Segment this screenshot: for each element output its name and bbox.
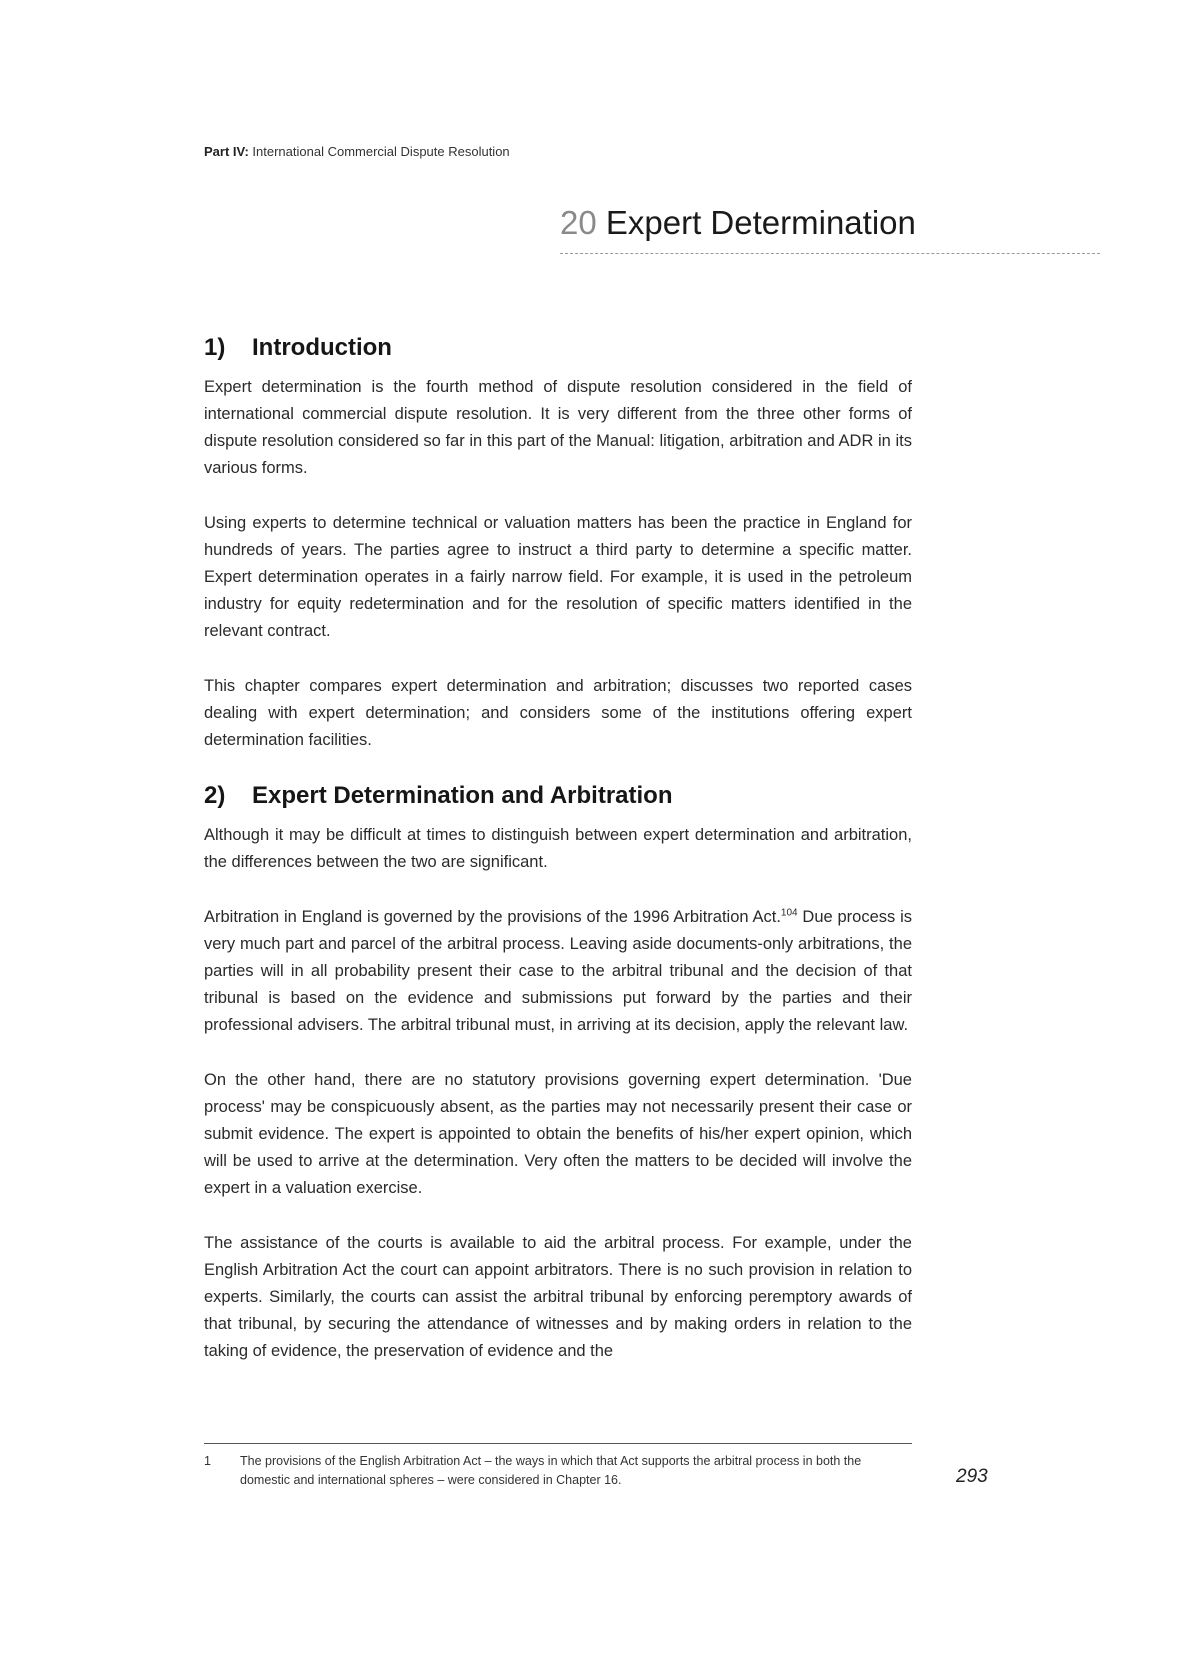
section-number: 1) [204,334,226,361]
paragraph-text: Arbitration in England is governed by the provisions of the 1996 Arbitration Act. [204,908,781,926]
paragraph-with-footnote [204,904,912,1039]
section-number: 2) [204,782,226,809]
footnote-text: The provisions of the English Arbitration Act – the ways in which that Act supports the arbitral process in both the domestic and international spheres – were considered in Chapter 16. [240,1454,862,1487]
footnote-rule [204,1443,912,1444]
section-heading-introduction [204,334,912,362]
footnote [204,1452,912,1490]
running-head-title: International Commercial Dispute Resolution [252,144,510,159]
section-title: Introduction [252,334,392,361]
running-head-part: Part IV: [204,144,249,159]
paragraph: On the other hand, there are no statutory provisions governing expert determination. 'Due process' may be conspicuously absent, as the parties may not necessarily present their case or submit evidence. The expert is appointed to obtain the benefits of his/her expert opinion, which will be used to arrive at the determination. Very often the matters to be decided will involve the expert in a valuation exercise. [204,1071,912,1197]
chapter-title [560,204,916,242]
section-title: Expert Determination and Arbitration [252,782,673,809]
paragraph: Using experts to determine technical or valuation matters has been the practice in England for hundreds of years. The parties agree to instruct a third party to determine a specific matter. Expert determination operates in a fairly narrow field. For example, it is used in the petroleum industry for equity redetermination and for the resolution of specific matters identified in the relevant contract. [204,514,912,640]
footnote-number: 1 [204,1454,211,1468]
paragraph: This chapter compares expert determination and arbitration; discusses two reported cases dealing with expert determination; and considers some of the institutions offering expert determination facilities. [204,677,912,749]
paragraph-text: Due process is very much part and parcel of the arbitral process. Leaving aside documents-only arbitrations, the parties will in all probability present their case to the arbitral tribunal and the decision of that tribunal is based on the evidence and submissions put forward by the parties and their professional advisers. The arbitral tribunal must, in arriving at its decision, apply the relevant law. [204,908,912,1034]
paragraph: The assistance of the courts is available to aid the arbitral process. For example, under the English Arbitration Act the court can appoint arbitrators. There is no such provision in relation to experts. Similarly, the courts can assist the arbitral tribunal by enforcing peremptory awards of that tribunal, by securing the attendance of witnesses and by making orders in relation to the taking of evidence, the preservation of evidence and the [204,1234,912,1360]
running-head [204,144,510,159]
chapter-number: 20 [560,204,597,241]
chapter-title-text: Expert Determination [605,204,916,241]
paragraph: Although it may be difficult at times to distinguish between expert determination and arbitration, the differences between the two are significant. [204,826,912,871]
footnote-marker[interactable]: 104 [780,907,798,919]
chapter-title-rule [560,253,1100,254]
paragraph: Expert determination is the fourth method of dispute resolution considered in the field of international commercial dispute resolution. It is very different from the three other forms of dispute resolution considered so far in this part of the Manual: litigation, arbitration and ADR in its various forms. [204,378,912,477]
page-number: 293 [956,1466,988,1487]
section-heading-expert-determination-and-arbitration [204,782,912,810]
page-body [204,334,912,1393]
